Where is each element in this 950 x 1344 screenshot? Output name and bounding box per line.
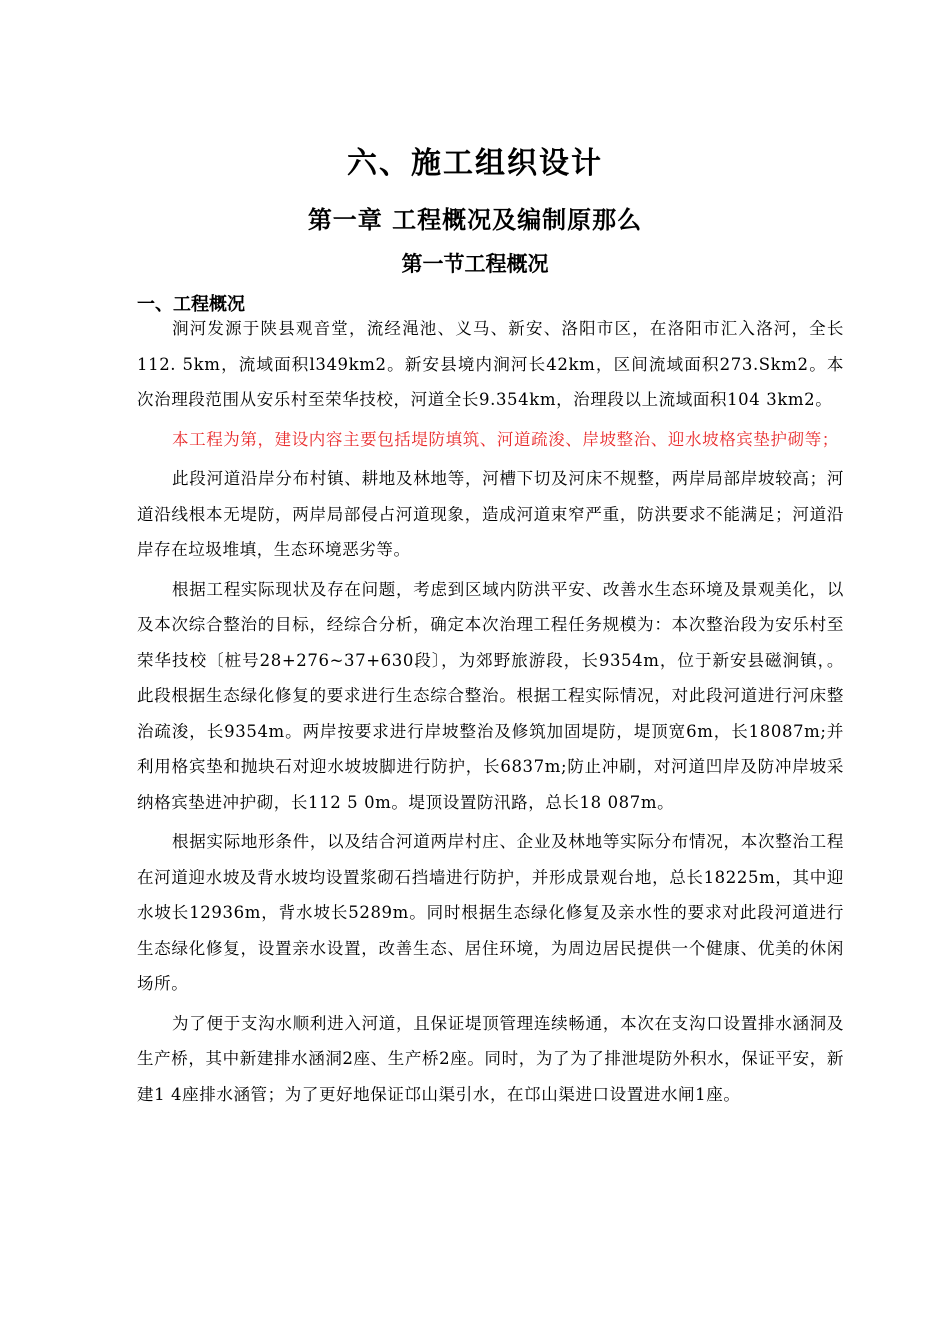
- paragraph-river-overview: 涧河发源于陕县观音堂，流经渑池、义马、新安、洛阳市区，在洛阳市汇入洛河，全长112. 5km，流域面积l349km2。新安县境内涧河长42km，区间流域面积273.Skm2。本次治理段范围从安乐村至荣华技校，河道全长9.354km，治理段以上流域面积104 3km2。: [137, 319, 844, 409]
- paragraph-current-conditions: 此段河道沿岸分布村镇、耕地及林地等，河槽下切及河床不规整，两岸局部岸坡较高；河道沿线根本无堤防，两岸局部侵占河道现象，造成河道束窄严重，防洪要求不能满足；河道沿岸存在垃圾堆填，生态环境恶劣等。: [137, 469, 844, 559]
- paragraph-retaining-walls: 根据实际地形条件，以及结合河道两岸村庄、企业及林地等实际分布情况，本次整治工程在河道迎水坡及背水坡均设置浆砌石挡墙进行防护，并形成景观台地，总长18225m，其中迎水坡长12936m，背水坡长5289m。同时根据生态绿化修复及亲水性的要求对此段河道进行生态绿化修复，设置亲水设置，改善生态、居住环境，为周边居民提供一个健康、优美的休闲场所。: [137, 832, 844, 993]
- paragraph-project-scope: 本工程为第，建设内容主要包括堤防填筑、河道疏浚、岸坡整治、迎水坡格宾垫护砌等；: [172, 429, 839, 449]
- document-body: [137, 311, 844, 1112]
- document-title: 六、施工组织设计: [347, 146, 603, 181]
- paragraph-culverts: 为了便于支沟水顺利进入河道，且保证堤顶管理连续畅通，本次在支沟口设置排水涵洞及生产桥，其中新建排水涵洞2座、生产桥2座。同时，为了为了排泄堤防外积水，保证平安，新建1 4座排水涵管；为了更好地保证邙山渠引水，在邙山渠进口设置进水闸1座。: [137, 1013, 844, 1104]
- subsection-heading: 一、工程概况: [137, 294, 245, 315]
- chapter-heading: 第一章 工程概况及编制原那么: [307, 205, 643, 234]
- paragraph-task-scale: 根据工程实际现状及存在问题，考虑到区域内防洪平安、改善水生态环境及景观美化，以及本次综合整治的目标，经综合分析，确定本次治理工程任务规模为：本次整治段为安乐村至荣华技校〔桩号28+276~37+630段〕，为郊野旅游段，长9354m，位于新安县磁涧镇，。此段根据生态绿化修复的要求进行生态综合整治。根据工程实际情况，对此段河道进行河床整治疏浚，长9354m。两岸按要求进行岸坡整治及修筑加固堤防，堤顶宽6m，长18087m;并利用格宾垫和抛块石对迎水坡坡脚进行防护，长6837m;防止冲刷，对河道凹岸及防冲岸坡采纳格宾垫进冲护砌，长112 5 0m。堤顶设置防汛路，总长18 087m。: [137, 579, 844, 812]
- section-heading: 第一节工程概况: [401, 251, 549, 276]
